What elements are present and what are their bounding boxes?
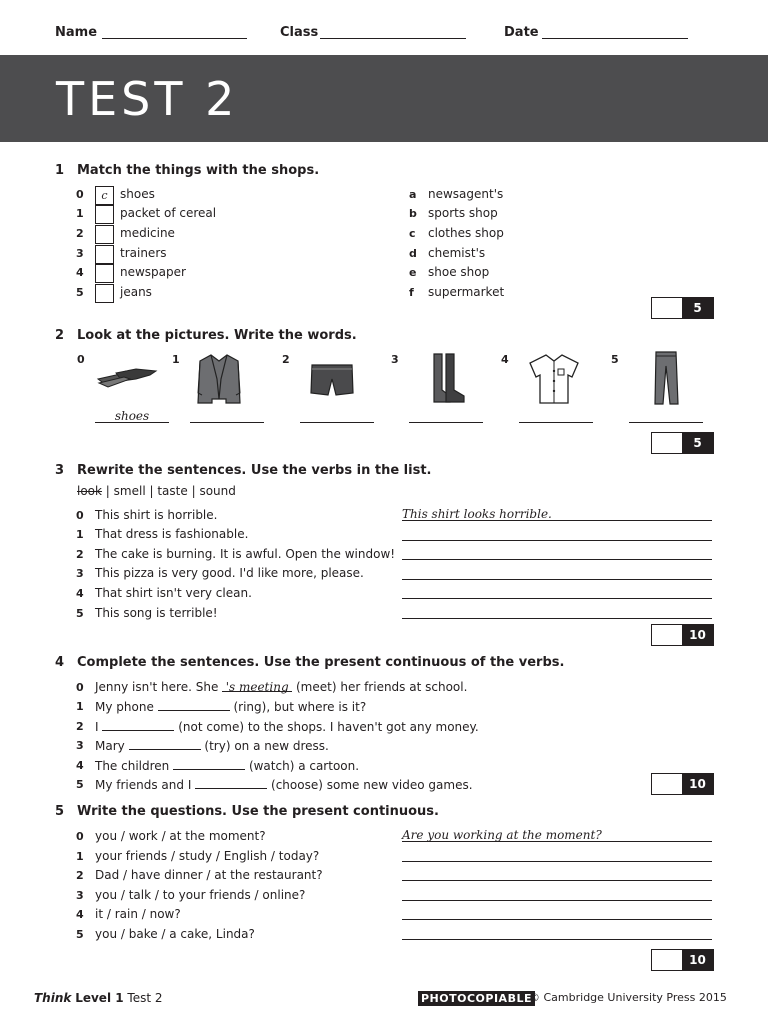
q1-shop-text: chemist's	[428, 246, 486, 260]
q1-item-text: packet of cereal	[120, 206, 217, 220]
q4-blank[interactable]	[195, 777, 267, 789]
q3-answer-line[interactable]	[402, 540, 712, 541]
q4-item-number: 5	[76, 778, 84, 791]
q3-item-text: That dress is fashionable.	[95, 527, 249, 541]
q5-answer-line[interactable]	[402, 900, 712, 901]
q2-score-total: 5	[682, 433, 713, 453]
q1-shop-letter: a	[409, 188, 417, 201]
q5-item-number: 1	[76, 850, 84, 863]
q2-pic-number: 0	[77, 353, 85, 366]
shirt-icon	[526, 353, 582, 405]
q3-verb: taste	[157, 484, 188, 498]
q1-shop-letter: c	[409, 227, 416, 240]
q4-item-post: (choose) some new video games.	[271, 778, 473, 792]
q1-shop-text: newsagent's	[428, 187, 504, 201]
q2-answer-line[interactable]	[629, 422, 703, 423]
q5-score-box[interactable]	[651, 949, 714, 971]
q4-item-number: 2	[76, 720, 84, 733]
q4-item	[95, 719, 479, 734]
q1-answer-box[interactable]	[95, 264, 114, 283]
q1-shop-letter: e	[409, 266, 417, 279]
name-field[interactable]	[102, 38, 247, 39]
q5-answer-line[interactable]	[402, 880, 712, 881]
q2-answer-line[interactable]	[409, 422, 483, 423]
boots-icon	[428, 352, 468, 404]
q1-answer-box[interactable]	[95, 284, 114, 303]
q2-pic-number: 4	[501, 353, 509, 366]
trousers-icon	[652, 350, 680, 406]
q4-blank[interactable]	[222, 680, 292, 692]
q4-item-number: 3	[76, 739, 84, 752]
q3-answer-line[interactable]	[402, 559, 712, 560]
q3-item-text: That shirt isn't very clean.	[95, 586, 252, 600]
q5-item-number: 3	[76, 889, 84, 902]
shorts-icon	[309, 363, 355, 397]
q1-item-text: medicine	[120, 226, 175, 240]
q1-shop-text: sports shop	[428, 206, 498, 220]
q5-answer-line[interactable]	[402, 939, 712, 940]
q3-score-total: 10	[682, 625, 713, 645]
q1-answer-box[interactable]	[95, 245, 114, 264]
q5-item-text: your friends / study / English / today?	[95, 849, 320, 863]
q1-shop-letter: d	[409, 247, 417, 260]
class-label: Class	[280, 25, 319, 40]
q5-number: 5	[55, 804, 65, 819]
page-title: TEST 2	[56, 72, 239, 126]
q2-score-box[interactable]	[651, 432, 714, 454]
q1-item-text: trainers	[120, 246, 167, 260]
q3-title: Rewrite the sentences. Use the verbs in the list.	[77, 463, 432, 478]
q3-verb: look	[77, 484, 102, 498]
q1-item-text: newspaper	[120, 265, 186, 279]
q5-item-text: it / rain / now?	[95, 907, 181, 921]
q4-blank[interactable]	[158, 699, 230, 711]
q4-item	[95, 699, 366, 714]
q1-answer-box[interactable]: c	[95, 186, 114, 205]
q4-item-pre: My friends and I	[95, 778, 192, 792]
jacket-icon	[196, 353, 242, 405]
q2-pic-number: 1	[172, 353, 180, 366]
q4-item-post: (try) on a new dress.	[204, 739, 329, 753]
q2-pic-number: 3	[391, 353, 399, 366]
footer-level: Level 1	[75, 991, 124, 1005]
q5-item-text: you / bake / a cake, Linda?	[95, 927, 255, 941]
q4-item-pre: Mary	[95, 739, 125, 753]
q3-item-number: 3	[76, 567, 84, 580]
q2-pic-number: 5	[611, 353, 619, 366]
q1-number: 1	[55, 163, 65, 178]
q1-item-number: 5	[76, 286, 84, 299]
q5-item-number: 5	[76, 928, 84, 941]
shoes-icon	[96, 365, 160, 393]
q4-item-post: (ring), but where is it?	[233, 700, 367, 714]
q3-item-text: The cake is burning. It is awful. Open the window!	[95, 547, 396, 561]
q1-answer-box[interactable]	[95, 205, 114, 224]
q4-blank[interactable]	[102, 719, 174, 731]
q1-shop-letter: f	[409, 286, 414, 299]
q2-example-answer: shoes	[114, 409, 150, 423]
q5-item-text: Dad / have dinner / at the restaurant?	[95, 868, 323, 882]
q5-answer-line[interactable]	[402, 861, 712, 862]
q1-score-box[interactable]	[651, 297, 714, 319]
footer-book	[34, 991, 163, 1005]
q4-score-box[interactable]	[651, 773, 714, 795]
q3-item-text: This song is terrible!	[95, 606, 218, 620]
date-field[interactable]	[542, 38, 688, 39]
q3-answer-line[interactable]	[402, 618, 712, 619]
q3-answer-line[interactable]	[402, 579, 712, 580]
date-label: Date	[504, 25, 539, 40]
q3-item-number: 2	[76, 548, 84, 561]
q4-item-pre: Jenny isn't here. She	[95, 680, 219, 694]
q4-score-total: 10	[682, 774, 713, 794]
q4-item	[95, 758, 359, 773]
q5-item-text: you / talk / to your friends / online?	[95, 888, 306, 902]
q3-number: 3	[55, 463, 65, 478]
q1-shop-letter: b	[409, 207, 417, 220]
footer-brand: Think	[34, 991, 72, 1005]
q3-verb: sound	[199, 484, 236, 498]
q3-verb-list: look | smell | taste | sound	[77, 484, 236, 498]
footer-test: Test 2	[127, 991, 163, 1005]
class-field[interactable]	[320, 38, 466, 39]
q4-item-post: (meet) her friends at school.	[296, 680, 468, 694]
q1-shop-text: shoe shop	[428, 265, 490, 279]
q1-item-number: 3	[76, 247, 84, 260]
q2-answer-line[interactable]	[190, 422, 264, 423]
q5-title: Write the questions. Use the present continuous.	[77, 804, 439, 819]
q4-item-number: 4	[76, 759, 84, 772]
q4-item-post: (watch) a cartoon.	[248, 759, 360, 773]
q5-answer-line[interactable]	[402, 841, 712, 842]
q3-item-number: 4	[76, 587, 84, 600]
copyright: © Cambridge University Press 2015	[529, 991, 727, 1004]
name-label: Name	[55, 25, 98, 40]
q2-answer-line[interactable]	[95, 422, 169, 423]
q2-pic-number: 2	[282, 353, 290, 366]
q5-item-text: you / work / at the moment?	[95, 829, 266, 843]
q4-item-post: (not come) to the shops. I haven't got any money.	[178, 720, 479, 734]
q2-title: Look at the pictures. Write the words.	[77, 328, 357, 343]
q1-shop-text: supermarket	[428, 285, 505, 299]
q5-item-number: 2	[76, 869, 84, 882]
q4-item-pre: My phone	[95, 700, 154, 714]
q2-answer-line[interactable]	[519, 422, 593, 423]
q1-item-number: 0	[76, 188, 84, 201]
q1-item-number: 4	[76, 266, 84, 279]
q3-answer-line[interactable]	[402, 598, 712, 599]
q1-title: Match the things with the shops.	[77, 163, 320, 178]
q3-example-answer: This shirt looks horrible.	[402, 507, 552, 521]
q5-item-number: 4	[76, 908, 84, 921]
q4-number: 4	[55, 655, 65, 670]
photocopiable-badge: PHOTOCOPIABLE	[418, 991, 535, 1006]
q2-answer-line[interactable]	[300, 422, 374, 423]
q3-score-box[interactable]	[651, 624, 714, 646]
q4-item-number: 1	[76, 700, 84, 713]
q4-item-pre: I	[95, 720, 99, 734]
q2-number: 2	[55, 328, 65, 343]
q5-item-number: 0	[76, 830, 84, 843]
q4-blank[interactable]	[129, 738, 201, 750]
q4-item	[95, 777, 473, 792]
q5-answer-line[interactable]	[402, 919, 712, 920]
q3-item-text: This pizza is very good. I'd like more, please.	[95, 566, 364, 580]
q5-score-total: 10	[682, 950, 713, 970]
q1-shop-text: clothes shop	[428, 226, 504, 240]
q5-example-answer: Are you working at the moment?	[402, 828, 602, 842]
q3-item-number: 1	[76, 528, 84, 541]
q1-item-text: jeans	[120, 285, 152, 299]
q4-blank[interactable]	[173, 758, 245, 770]
q3-item-text: This shirt is horrible.	[95, 508, 218, 522]
q4-item-number: 0	[76, 681, 84, 694]
q1-item-number: 2	[76, 227, 84, 240]
q1-score-total: 5	[682, 298, 713, 318]
q1-item-text: shoes	[120, 187, 155, 201]
q3-item-number: 0	[76, 509, 84, 522]
q3-answer-line[interactable]	[402, 520, 712, 521]
q4-example-answer: 's meeting	[225, 680, 289, 694]
q3-item-number: 5	[76, 607, 84, 620]
q4-item-pre: The children	[95, 759, 170, 773]
q4-item	[95, 680, 467, 694]
q4-item	[95, 738, 329, 753]
q3-verb: smell	[113, 484, 146, 498]
q1-item-number: 1	[76, 207, 84, 220]
q1-answer-box[interactable]	[95, 225, 114, 244]
q4-title: Complete the sentences. Use the present continuous of the verbs.	[77, 655, 565, 670]
